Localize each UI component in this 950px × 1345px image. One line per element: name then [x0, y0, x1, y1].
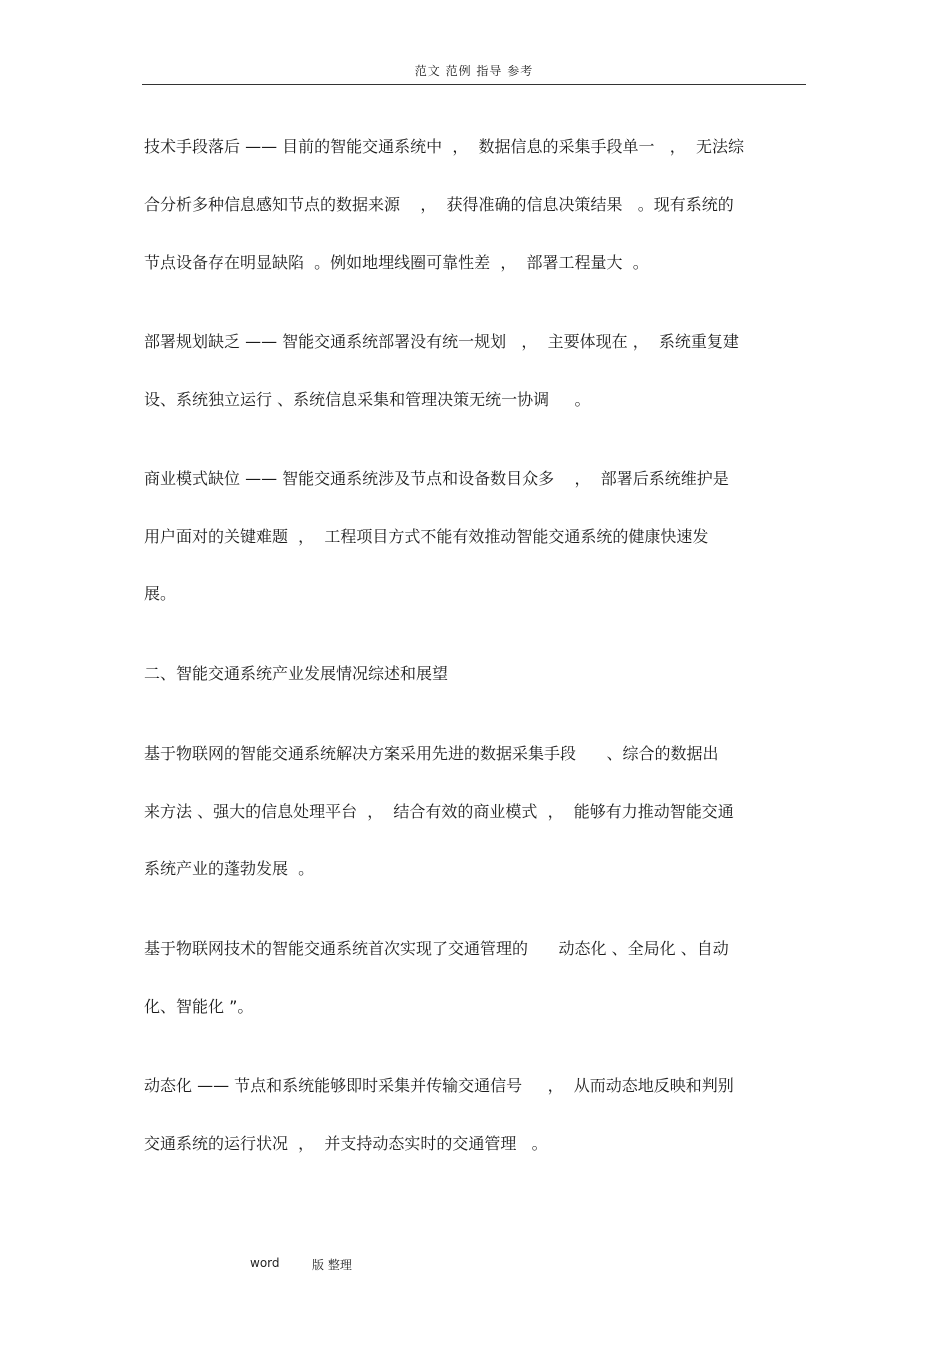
footer-edition: 版 整理 [312, 1258, 352, 1272]
text-line: 动态化 —— 节点和系统能够即时采集并传输交通信号 ， 从而动态地反映和判别 [144, 1076, 734, 1095]
text-line: 化、智能化 ”。 [144, 997, 254, 1016]
text-line: 基于物联网的智能交通系统解决方案采用先进的数据采集手段 、综合的数据出 [144, 744, 719, 763]
header-text: 范文 范例 指导 参考 [414, 64, 534, 78]
text-line: 来方法 、强大的信息处理平台 ， 结合有效的商业模式 ， 能够有力推动智能交通 [144, 802, 734, 821]
text-line: 用户面对的关键难题 ， 工程项目方式不能有效推动智能交通系统的健康快速发 [144, 527, 709, 546]
text-line: 设、系统独立运行 、系统信息采集和管理决策无统一协调 。 [144, 390, 591, 409]
header-divider [142, 84, 806, 85]
text-line: 交通系统的运行状况 ， 并支持动态实时的交通管理 。 [144, 1134, 548, 1153]
text-line: 技术手段落后 —— 目前的智能交通系统中 ， 数据信息的采集手段单一 ， 无法综 [144, 137, 744, 156]
text-line: 商业模式缺位 —— 智能交通系统涉及节点和设备数目众多 ， 部署后系统维护是 [144, 469, 729, 488]
footer-word: word [250, 1256, 280, 1270]
text-line: 节点设备存在明显缺陷 。例如地埋线圈可靠性差 ， 部署工程量大 。 [144, 253, 649, 272]
text-line: 部署规划缺乏 —— 智能交通系统部署没有统一规划 ， 主要体现在 ， 系统重复建 [144, 332, 739, 351]
section-heading: 二、智能交通系统产业发展情况综述和展望 [144, 664, 449, 683]
text-line: 系统产业的蓬勃发展 。 [144, 859, 315, 878]
text-line: 展。 [144, 584, 177, 603]
text-line: 合分析多种信息感知节点的数据来源 ， 获得准确的信息决策结果 。现有系统的 [144, 195, 734, 214]
text-line: 基于物联网技术的智能交通系统首次实现了交通管理的 动态化 、全局化 、自动 [144, 939, 729, 958]
